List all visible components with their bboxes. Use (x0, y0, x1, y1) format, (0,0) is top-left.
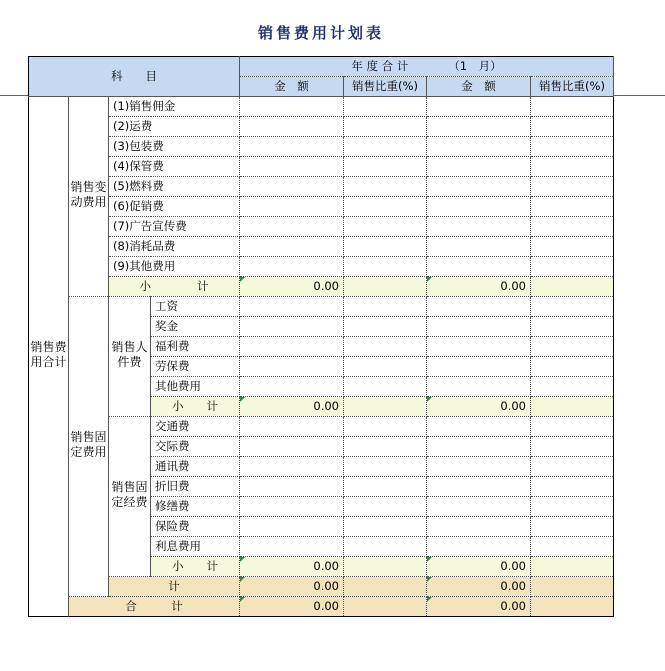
header-subject: 科 目 (29, 57, 240, 97)
group-variable-expenses: 销售变动费用 (69, 97, 109, 297)
personnel-item-ratio-2[interactable] (531, 317, 614, 337)
variable-item: (5)燃料费 (109, 177, 240, 197)
personnel-item-ratio-1[interactable] (344, 297, 427, 317)
personnel-item-ratio-2[interactable] (531, 337, 614, 357)
fixed-ops-item-amount-2[interactable] (427, 497, 531, 517)
table-row (29, 177, 614, 197)
grand-total-ratio-2[interactable] (531, 597, 614, 617)
fixed-ops-item-amount-2[interactable] (427, 457, 531, 477)
fixed-ops-item-amount-1[interactable] (240, 437, 344, 457)
fixed-ops-item-amount-1[interactable] (240, 537, 344, 557)
fixed-ops-subtotal-ratio-2[interactable] (531, 557, 614, 577)
fixed-ops-item: 折旧费 (151, 477, 240, 497)
grand-total-label: 合 计 (69, 597, 240, 617)
fixed-ops-item-ratio-1[interactable] (344, 517, 427, 537)
variable-item-amount-1[interactable] (240, 157, 344, 177)
header-row-1 (29, 57, 614, 77)
fixed-total-amount-1[interactable]: 0.00 (240, 577, 344, 597)
header-ratio-1: 销售比重(%) (344, 77, 427, 97)
variable-item-ratio-2[interactable] (531, 257, 614, 277)
personnel-subtotal-ratio-2[interactable] (531, 397, 614, 417)
variable-item-ratio-1[interactable] (344, 217, 427, 237)
table-row (29, 297, 614, 317)
fixed-ops-item-amount-1[interactable] (240, 497, 344, 517)
sheet-title: 销售费用计划表 (257, 24, 384, 42)
grand-total-amount-2[interactable]: 0.00 (427, 597, 531, 617)
fixed-ops-item: 交通费 (151, 417, 240, 437)
fixed-ops-item-amount-2[interactable] (427, 517, 531, 537)
variable-subtotal-label: 小 计 (109, 277, 240, 297)
fixed-ops-item-amount-2[interactable] (427, 417, 531, 437)
group-personnel-expenses: 销售人件费 (109, 297, 151, 417)
table-row (29, 277, 614, 297)
personnel-item: 福利费 (151, 337, 240, 357)
personnel-item-ratio-2[interactable] (531, 357, 614, 377)
variable-item: (8)消耗品费 (109, 237, 240, 257)
personnel-item-ratio-1[interactable] (344, 337, 427, 357)
personnel-item-ratio-2[interactable] (531, 297, 614, 317)
personnel-item-amount-2[interactable] (427, 377, 531, 397)
variable-item-amount-1[interactable] (240, 237, 344, 257)
header-year-total-label: 年 度 合 计 (351, 59, 409, 73)
personnel-item-amount-2[interactable] (427, 317, 531, 337)
table-row (29, 157, 614, 177)
fixed-ops-item: 通讯费 (151, 457, 240, 477)
grand-total-ratio-1[interactable] (344, 597, 427, 617)
variable-item-ratio-2[interactable] (531, 157, 614, 177)
personnel-item-ratio-1[interactable] (344, 317, 427, 337)
personnel-item: 劳保费 (151, 357, 240, 377)
fixed-ops-item-amount-1[interactable] (240, 517, 344, 537)
fixed-total-label: 计 (109, 577, 240, 597)
variable-item-amount-2[interactable] (427, 257, 531, 277)
variable-item-ratio-2[interactable] (531, 117, 614, 137)
variable-item-amount-1[interactable] (240, 217, 344, 237)
personnel-item: 工资 (151, 297, 240, 317)
fixed-ops-item: 保险费 (151, 517, 240, 537)
header-ratio-2: 销售比重(%) (531, 77, 614, 97)
group-sales-expense-total: 销售费用合计 (29, 97, 69, 617)
fixed-ops-item: 修缮费 (151, 497, 240, 517)
variable-subtotal-amount-2[interactable]: 0.00 (427, 277, 531, 297)
fixed-ops-item-amount-1[interactable] (240, 457, 344, 477)
personnel-item: 其他费用 (151, 377, 240, 397)
personnel-item-amount-1[interactable] (240, 297, 344, 317)
variable-item-ratio-1[interactable] (344, 117, 427, 137)
variable-subtotal-ratio-1[interactable] (344, 277, 427, 297)
variable-item: (9)其他费用 (109, 257, 240, 277)
fixed-ops-item-amount-2[interactable] (427, 477, 531, 497)
variable-item-ratio-2[interactable] (531, 177, 614, 197)
table-row (29, 417, 614, 437)
table-row (29, 137, 614, 157)
variable-item-amount-2[interactable] (427, 177, 531, 197)
variable-item-ratio-2[interactable] (531, 137, 614, 157)
table-row (29, 577, 614, 597)
header-year-total (240, 57, 614, 77)
variable-item: (4)保管费 (109, 157, 240, 177)
variable-item-amount-2[interactable] (427, 117, 531, 137)
variable-item-ratio-1[interactable] (344, 97, 427, 117)
fixed-ops-item: 利息费用 (151, 537, 240, 557)
fixed-ops-item-amount-1[interactable] (240, 417, 344, 437)
personnel-item-ratio-1[interactable] (344, 357, 427, 377)
fixed-total-amount-2[interactable]: 0.00 (427, 577, 531, 597)
personnel-item-amount-1[interactable] (240, 377, 344, 397)
table-row (29, 597, 614, 617)
variable-item-amount-2[interactable] (427, 197, 531, 217)
fixed-ops-item-ratio-1[interactable] (344, 417, 427, 437)
fixed-ops-item-ratio-1[interactable] (344, 437, 427, 457)
variable-item-ratio-1[interactable] (344, 177, 427, 197)
fixed-ops-subtotal-label: 小 计 (151, 557, 240, 577)
variable-item-ratio-2[interactable] (531, 217, 614, 237)
variable-item-amount-2[interactable] (427, 157, 531, 177)
variable-item-ratio-2[interactable] (531, 97, 614, 117)
variable-item-amount-1[interactable] (240, 177, 344, 197)
variable-item-amount-2[interactable] (427, 237, 531, 257)
fixed-ops-item-ratio-1[interactable] (344, 477, 427, 497)
fixed-ops-subtotal-amount-1[interactable]: 0.00 (240, 557, 344, 577)
variable-item: (6)促销费 (109, 197, 240, 217)
variable-item-ratio-1[interactable] (344, 137, 427, 157)
personnel-item-amount-1[interactable] (240, 357, 344, 377)
table-row (29, 97, 614, 117)
fixed-ops-item-amount-2[interactable] (427, 537, 531, 557)
table-row (29, 237, 614, 257)
personnel-item: 奖金 (151, 317, 240, 337)
fixed-ops-subtotal-ratio-1[interactable] (344, 557, 427, 577)
grand-total-amount-1[interactable]: 0.00 (240, 597, 344, 617)
fixed-ops-item-ratio-2[interactable] (531, 537, 614, 557)
variable-item-amount-2[interactable] (427, 217, 531, 237)
table-row (29, 197, 614, 217)
fixed-total-ratio-1[interactable] (344, 577, 427, 597)
variable-item-ratio-1[interactable] (344, 237, 427, 257)
personnel-item-amount-2[interactable] (427, 337, 531, 357)
variable-item-ratio-1[interactable] (344, 257, 427, 277)
fixed-ops-item-ratio-2[interactable] (531, 517, 614, 537)
variable-item-ratio-1[interactable] (344, 197, 427, 217)
variable-item-amount-1[interactable] (240, 257, 344, 277)
fixed-ops-item-ratio-2[interactable] (531, 457, 614, 477)
fixed-total-ratio-2[interactable] (531, 577, 614, 597)
table-row (29, 257, 614, 277)
fixed-ops-item: 交际费 (151, 437, 240, 457)
header-amount-2: 金 额 (427, 77, 531, 97)
variable-item: (2)运费 (109, 117, 240, 137)
fixed-ops-item-amount-2[interactable] (427, 437, 531, 457)
personnel-subtotal-label: 小 计 (151, 397, 240, 417)
group-fixed-expenses: 销售固定费用 (69, 297, 109, 597)
fixed-ops-item-ratio-2[interactable] (531, 417, 614, 437)
personnel-subtotal-amount-2[interactable]: 0.00 (427, 397, 531, 417)
expense-plan-table (28, 56, 614, 617)
variable-item: (7)广告宣传费 (109, 217, 240, 237)
variable-item-amount-1[interactable] (240, 97, 344, 117)
variable-subtotal-ratio-2[interactable] (531, 277, 614, 297)
fixed-ops-item-ratio-1[interactable] (344, 457, 427, 477)
variable-item-ratio-1[interactable] (344, 157, 427, 177)
fixed-ops-item-ratio-2[interactable] (531, 437, 614, 457)
variable-item-ratio-2[interactable] (531, 197, 614, 217)
variable-item-amount-1[interactable] (240, 197, 344, 217)
fixed-ops-item-ratio-1[interactable] (344, 537, 427, 557)
variable-item-amount-2[interactable] (427, 137, 531, 157)
variable-item-amount-1[interactable] (240, 117, 344, 137)
personnel-subtotal-ratio-1[interactable] (344, 397, 427, 417)
table-row (29, 117, 614, 137)
fixed-ops-subtotal-amount-2[interactable]: 0.00 (427, 557, 531, 577)
personnel-item-ratio-1[interactable] (344, 377, 427, 397)
header-month: （1 月） (448, 59, 502, 73)
table-row (29, 217, 614, 237)
variable-item-ratio-2[interactable] (531, 237, 614, 257)
personnel-item-amount-2[interactable] (427, 357, 531, 377)
fixed-ops-item-amount-1[interactable] (240, 477, 344, 497)
variable-item-amount-1[interactable] (240, 137, 344, 157)
variable-item-amount-2[interactable] (427, 97, 531, 117)
personnel-subtotal-amount-1[interactable]: 0.00 (240, 397, 344, 417)
personnel-item-ratio-2[interactable] (531, 377, 614, 397)
fixed-ops-item-ratio-2[interactable] (531, 477, 614, 497)
fixed-ops-item-ratio-2[interactable] (531, 497, 614, 517)
variable-item: (3)包装费 (109, 137, 240, 157)
variable-item: (1)销售佣金 (109, 97, 240, 117)
personnel-item-amount-2[interactable] (427, 297, 531, 317)
group-fixed-operating-expenses: 销售固定经费 (109, 417, 151, 577)
variable-subtotal-amount-1[interactable]: 0.00 (240, 277, 344, 297)
personnel-item-amount-1[interactable] (240, 337, 344, 357)
header-amount-1: 金 额 (240, 77, 344, 97)
personnel-item-amount-1[interactable] (240, 317, 344, 337)
fixed-ops-item-ratio-1[interactable] (344, 497, 427, 517)
